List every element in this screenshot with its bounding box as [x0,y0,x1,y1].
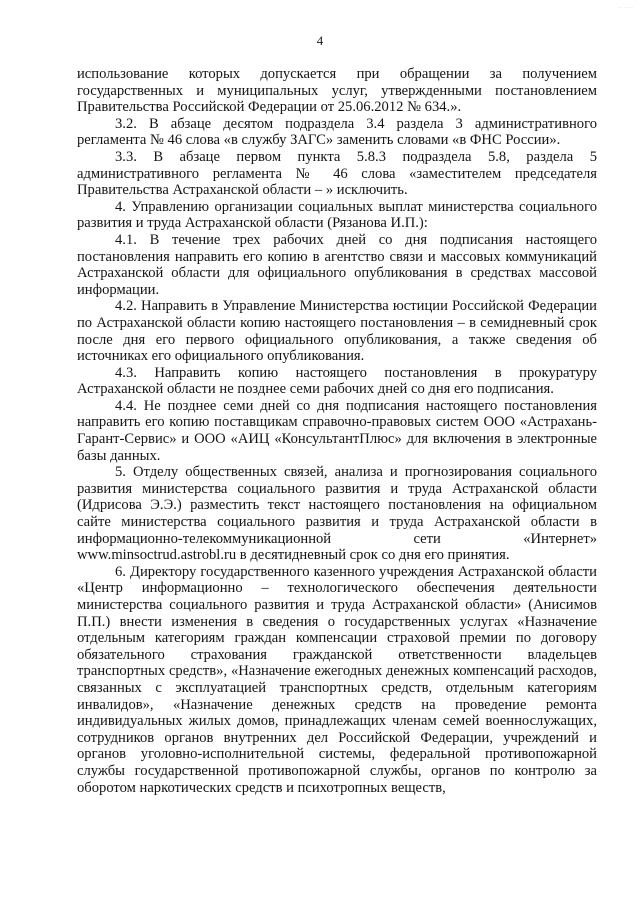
document-body [77,66,597,796]
paragraph-item-4-1: 4.1. В течение трех рабочих дней со дня подписания настоящего постановления направить его копию в агентство связи и массовых коммуникаций Астраханской области для официального опубликования в средствах массовой информации. [77,231,597,298]
paragraph-item-4-2: 4.2. Направить в Управление Министерства юстиции Российской Федерации по Астраханской области копию настоящего постановления – в семидневный срок после дня его первого официального опубликования, а также сведения об источниках его официального опубликования. [77,298,597,365]
paragraph-item-6: 6. Директору государственного казенного учреждения Астраханской области «Центр информационно – технологического обеспечения деятельности министерства социального развития и труда Астраханской области» (Анисимов П.П.) внести изменения в сведения о государственных услугах «Назначение отдельным категориям граждан компенсации страховой премии по договору обязательного страхования гражданской ответственности владельцев транспортных средств», «Назначение ежегодных денежных компенсаций расходов, связанных с эксплуатацией транспортных средств, отдельным категориям инвалидов», «Назначение денежных средств на проведение ремонта индивидуальных жилых домов, принадлежащих членам семей военнослужащих, сотрудников органов внутренних дел Российской Федерации, учреждений и органов уголовно-исполнительной системы, федеральной противопожарной службы государственной противопожарной службы, органов по контролю за оборотом наркотических средств и психотропных веществ, [77,563,597,796]
paragraph-item-4-3: 4.3. Направить копию настоящего постановления в прокуратуру Астраханской области не позднее семи рабочих дней со дня его подписания. [77,364,597,398]
paragraph-item-5: 5. Отделу общественных связей, анализа и прогнозирования социального развития министерства социального развития и труда Астраханской области (Идрисова Э.Э.) разместить текст настоящего постановления на официальном сайте министерства социального развития и труда Астраханской области в информационно-телекоммуникационной сети «Интернет» www.minsoctrud.astrobl.ru в десятидневный срок со дня его принятия. [77,464,597,564]
paragraph-item-3-2: 3.2. В абзаце десятом подраздела 3.4 раздела 3 административного регламента № 46 слова «в службу ЗАГС» заменить словами «в ФНС России». [77,115,597,149]
paragraph-item-3-3: 3.3. В абзаце первом пункта 5.8.3 подраздела 5.8, раздела 5 административного регламента № 46 слова «заместителем председателя Правительства Астраханской области – » исключить. [77,148,597,199]
paragraph-item-4-4: 4.4. Не позднее семи дней со дня подписания настоящего постановления направить его копию поставщикам справочно-правовых систем ООО «Астрахань-Гарант-Сервис» и ООО «АИЦ «КонсультантПлюс» для включения в электронные базы данных. [77,397,597,464]
scan-corner-mark: ...... [618,4,634,10]
page-number: 4 [316,33,324,48]
paragraph-item-4: 4. Управлению организации социальных выплат министерства социального развития и труда Астраханской области (Рязанова И.П.): [77,198,597,232]
paragraph-continuation: использование которых допускается при обращении за получением государственных и муниципальных услуг, утвержденными постановлением Правительства Российской Федерации от 25.06.2012 № 634.». [77,66,597,116]
